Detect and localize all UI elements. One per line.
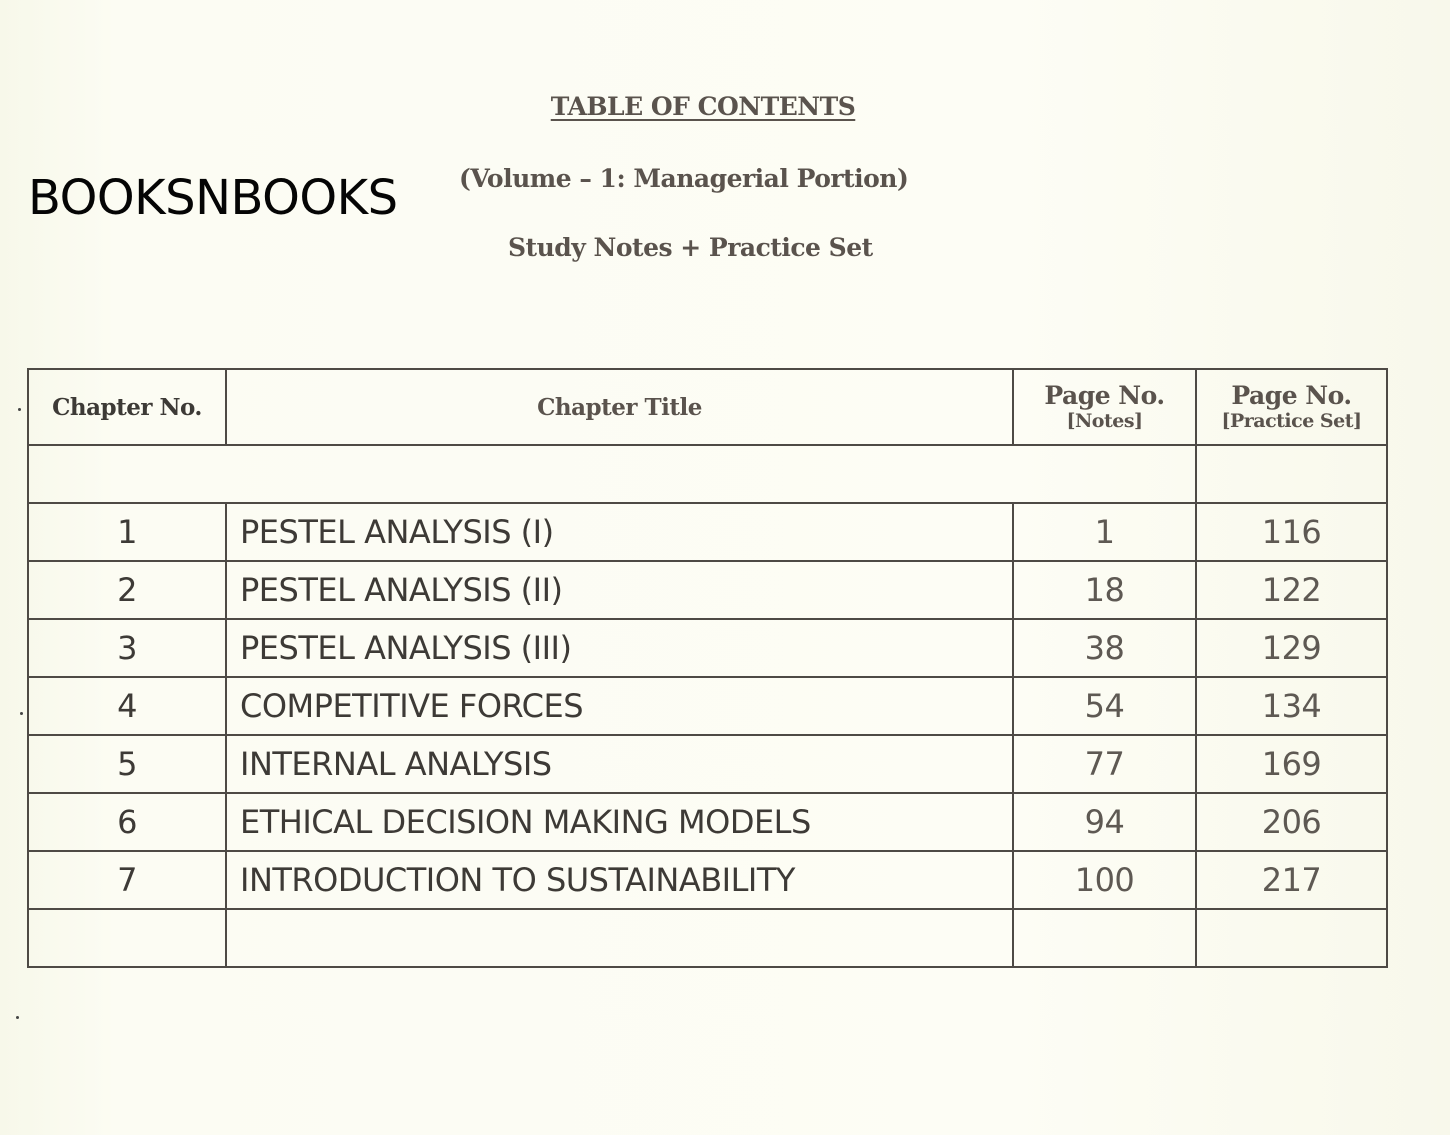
practice-page: 134: [1196, 677, 1387, 735]
notes-page: 38: [1013, 619, 1196, 677]
contents-table: [27, 368, 1388, 968]
header-page-practice-main: Page No.: [1231, 381, 1352, 410]
scan-speck: [20, 712, 23, 715]
practice-page: 169: [1196, 735, 1387, 793]
toc-title: TABLE OF CONTENTS: [550, 92, 856, 121]
practice-page: 206: [1196, 793, 1387, 851]
chapter-number: 4: [28, 677, 226, 735]
blank-row: [28, 909, 1387, 967]
header-page-notes-sub: [Notes]: [1066, 410, 1143, 432]
chapter-title: INTERNAL ANALYSIS: [226, 735, 1013, 793]
header-page-notes-main: Page No.: [1044, 381, 1165, 410]
spacer-row: [28, 445, 1387, 503]
scan-speck: [16, 1016, 19, 1019]
chapter-number: 3: [28, 619, 226, 677]
header-chapter-title: [226, 369, 1013, 445]
notes-page: 77: [1013, 735, 1196, 793]
practice-page: 122: [1196, 561, 1387, 619]
scan-speck: [18, 408, 21, 411]
spacer-cell: [28, 445, 226, 503]
chapter-title: PESTEL ANALYSIS (III): [226, 619, 1013, 677]
blank-cell: [1196, 909, 1387, 967]
practice-page: 129: [1196, 619, 1387, 677]
spacer-cell: [1013, 445, 1196, 503]
chapter-number: 6: [28, 793, 226, 851]
volume-subtitle: (Volume – 1: Managerial Portion): [459, 164, 909, 193]
table-row: [28, 503, 1387, 561]
notes-page: 54: [1013, 677, 1196, 735]
practice-page: 116: [1196, 503, 1387, 561]
header-chapter-no-label: Chapter No.: [52, 393, 202, 421]
chapter-number: 7: [28, 851, 226, 909]
header-page-practice: [1196, 369, 1387, 445]
chapter-title: PESTEL ANALYSIS (II): [226, 561, 1013, 619]
chapter-number: 2: [28, 561, 226, 619]
chapter-title: PESTEL ANALYSIS (I): [226, 503, 1013, 561]
blank-cell: [1013, 909, 1196, 967]
table-row: [28, 793, 1387, 851]
table-row: [28, 561, 1387, 619]
header-page-notes: [1013, 369, 1196, 445]
blank-cell: [28, 909, 226, 967]
chapter-title: INTRODUCTION TO SUSTAINABILITY: [226, 851, 1013, 909]
blank-cell: [226, 909, 1013, 967]
chapter-number: 1: [28, 503, 226, 561]
notes-page: 18: [1013, 561, 1196, 619]
chapter-title: ETHICAL DECISION MAKING MODELS: [226, 793, 1013, 851]
practice-page: 217: [1196, 851, 1387, 909]
notes-page: 1: [1013, 503, 1196, 561]
header-chapter-no: [28, 369, 226, 445]
chapter-title: COMPETITIVE FORCES: [226, 677, 1013, 735]
chapter-number: 5: [28, 735, 226, 793]
watermark-text: BOOKSNBOOKS: [28, 170, 398, 226]
table-row: [28, 851, 1387, 909]
notes-page: 94: [1013, 793, 1196, 851]
table-header-row: [28, 369, 1387, 445]
notes-page: 100: [1013, 851, 1196, 909]
study-notes-subtitle: Study Notes + Practice Set: [508, 233, 873, 262]
header-chapter-title-label: Chapter Title: [537, 393, 702, 421]
header-page-practice-sub: [Practice Set]: [1221, 410, 1362, 432]
table-row: [28, 619, 1387, 677]
table-row: [28, 677, 1387, 735]
spacer-cell: [226, 445, 1013, 503]
spacer-cell: [1196, 445, 1387, 503]
table-row: [28, 735, 1387, 793]
